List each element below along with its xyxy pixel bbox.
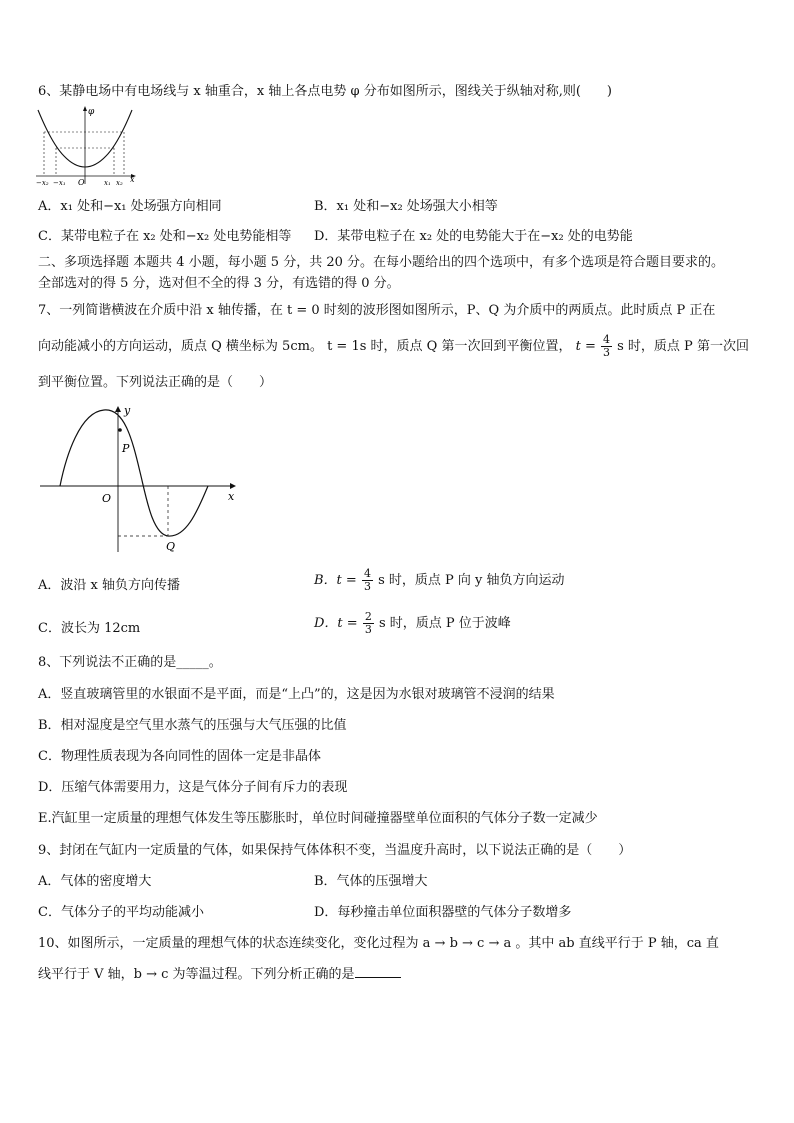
q10-stem-line2 — [38, 965, 401, 984]
q6-option-c: C．某带电粒子在 x₂ 处和−x₂ 处电势能相等 — [38, 229, 292, 244]
q8-option-a: A．竖直玻璃管里的水银面不是平面，而是“上凸”的，这是因为水银对玻璃管不浸润的结果 — [38, 687, 555, 702]
q10-stem-line1: 10、如图所示，一定质量的理想气体的状态连续变化，变化过程为 a → b → c → a 。其中 ab 直线平行于 P 轴，ca 直 — [38, 936, 719, 951]
q7-option-d-post: s 时，质点 P 位于波峰 — [378, 616, 511, 631]
q6-origin-label: O — [78, 178, 85, 187]
q6-option-a: A．x₁ 处和−x₁ 处场强方向相同 — [38, 199, 222, 214]
q9-option-a: A．气体的密度增大 — [38, 874, 152, 889]
section2-instructions-line2: 全部选对的得 5 分，选对但不全的得 3 分，有选错的得 0 分。 — [38, 276, 400, 291]
q7-stem-frac-den: 3 — [602, 346, 610, 359]
q8-option-e: E.汽缸里一定质量的理想气体发生等压膨胀时，单位时间碰撞器壁单位面积的气体分子数一定减少 — [38, 811, 598, 826]
q8-stem: 8、下列说法不正确的是_____。 — [38, 655, 222, 670]
q7-stem-frac-num: 4 — [602, 333, 610, 346]
q7-stem-line3: 到平衡位置。下列说法正确的是（ ） — [38, 375, 273, 390]
q8-option-c: C．物理性质表现为各向同性的固体一定是非晶体 — [38, 749, 321, 764]
q7-stem-line2-a: 向动能减小的方向运动，质点 Q 横坐标为 5cm。 t = 1s 时，质点 Q 第一次回到平衡位置， — [38, 339, 572, 354]
q10-stem-line2-text: 线平行于 V 轴，b → c 为等温过程。下列分析正确的是 — [38, 967, 355, 982]
q9-option-d: D．每秒撞击单位面积器壁的气体分子数增多 — [314, 905, 572, 920]
section2-instructions-line1: 二、多项选择题 本题共 4 小题，每小题 5 分，共 20 分。在每小题给出的四个选项中，有多个选项是符合题目要求的。 — [38, 255, 725, 270]
q7-point-q-label: Q — [166, 540, 176, 553]
q6-x-label: x — [130, 175, 135, 184]
q7-point-p-label: P — [122, 442, 130, 455]
q6-option-b: B．x₁ 处和−x₂ 处场强大小相等 — [314, 199, 498, 214]
q9-option-b: B．气体的压强增大 — [314, 874, 428, 889]
q8-option-b: B．相对湿度是空气里水蒸气的压强与大气压强的比值 — [38, 718, 347, 733]
q7-stem-line2 — [38, 334, 749, 359]
q6-option-d: D．某带电粒子在 x₂ 处的电势能大于在−x₂ 处的电势能 — [314, 229, 633, 244]
q7-option-d-num: 2 — [364, 610, 372, 623]
q7-x-label: x — [228, 490, 235, 503]
q7-option-d-pre: D．t = — [314, 616, 358, 631]
q6-x2-label: x₂ — [116, 179, 123, 187]
q9-stem: 9、封闭在气缸内一定质量的气体，如果保持气体体积不变，当温度升高时，以下说法正确的是（ ） — [38, 843, 632, 858]
q7-option-c: C．波长为 12cm — [38, 621, 141, 636]
q7-option-b-den: 3 — [363, 580, 371, 593]
q9-option-c: C．气体分子的平均动能减小 — [38, 905, 204, 920]
q6-potential-figure — [34, 104, 138, 188]
q7-stem-line1: 7、一列简谐横波在介质中沿 x 轴传播，在 t = 0 时刻的波形图如图所示，P、Q 为介质中的两质点。此时质点 P 正在 — [38, 303, 716, 318]
q6-x1-label: x₁ — [104, 179, 111, 187]
answer-blank — [355, 965, 401, 978]
q7-stem-line2-t: t = — [575, 339, 596, 354]
q7-wave-figure — [40, 402, 250, 556]
q7-option-d-den: 3 — [364, 623, 372, 636]
q6-neg-x2-label: −x₂ — [36, 179, 49, 187]
q7-option-a: A．波沿 x 轴负方向传播 — [38, 578, 180, 593]
q7-stem-fraction — [601, 334, 612, 359]
q7-option-b — [314, 568, 565, 594]
q7-option-d — [314, 611, 511, 637]
q6-neg-x1-label: −x₁ — [53, 179, 66, 187]
q7-origin-label: O — [102, 492, 112, 505]
q7-option-b-pre: B．t = — [314, 573, 357, 588]
q8-option-d: D．压缩气体需要用力，这是气体分子间有斥力的表现 — [38, 780, 348, 795]
q7-option-b-fraction — [362, 568, 373, 593]
q7-option-b-post: s 时，质点 P 向 y 轴负方向运动 — [378, 573, 565, 588]
q7-option-d-fraction — [363, 611, 374, 636]
q7-option-b-num: 4 — [363, 567, 371, 580]
q7-y-label: y — [124, 404, 131, 417]
q6-stem: 6、某静电场中有电场线与 x 轴重合，x 轴上各点电势 φ 分布如图所示，图线关于纵轴对称,则( ) — [38, 84, 612, 99]
q6-phi-label: φ — [88, 107, 95, 117]
q7-stem-line2-b: s 时，质点 P 第一次回 — [617, 339, 749, 354]
